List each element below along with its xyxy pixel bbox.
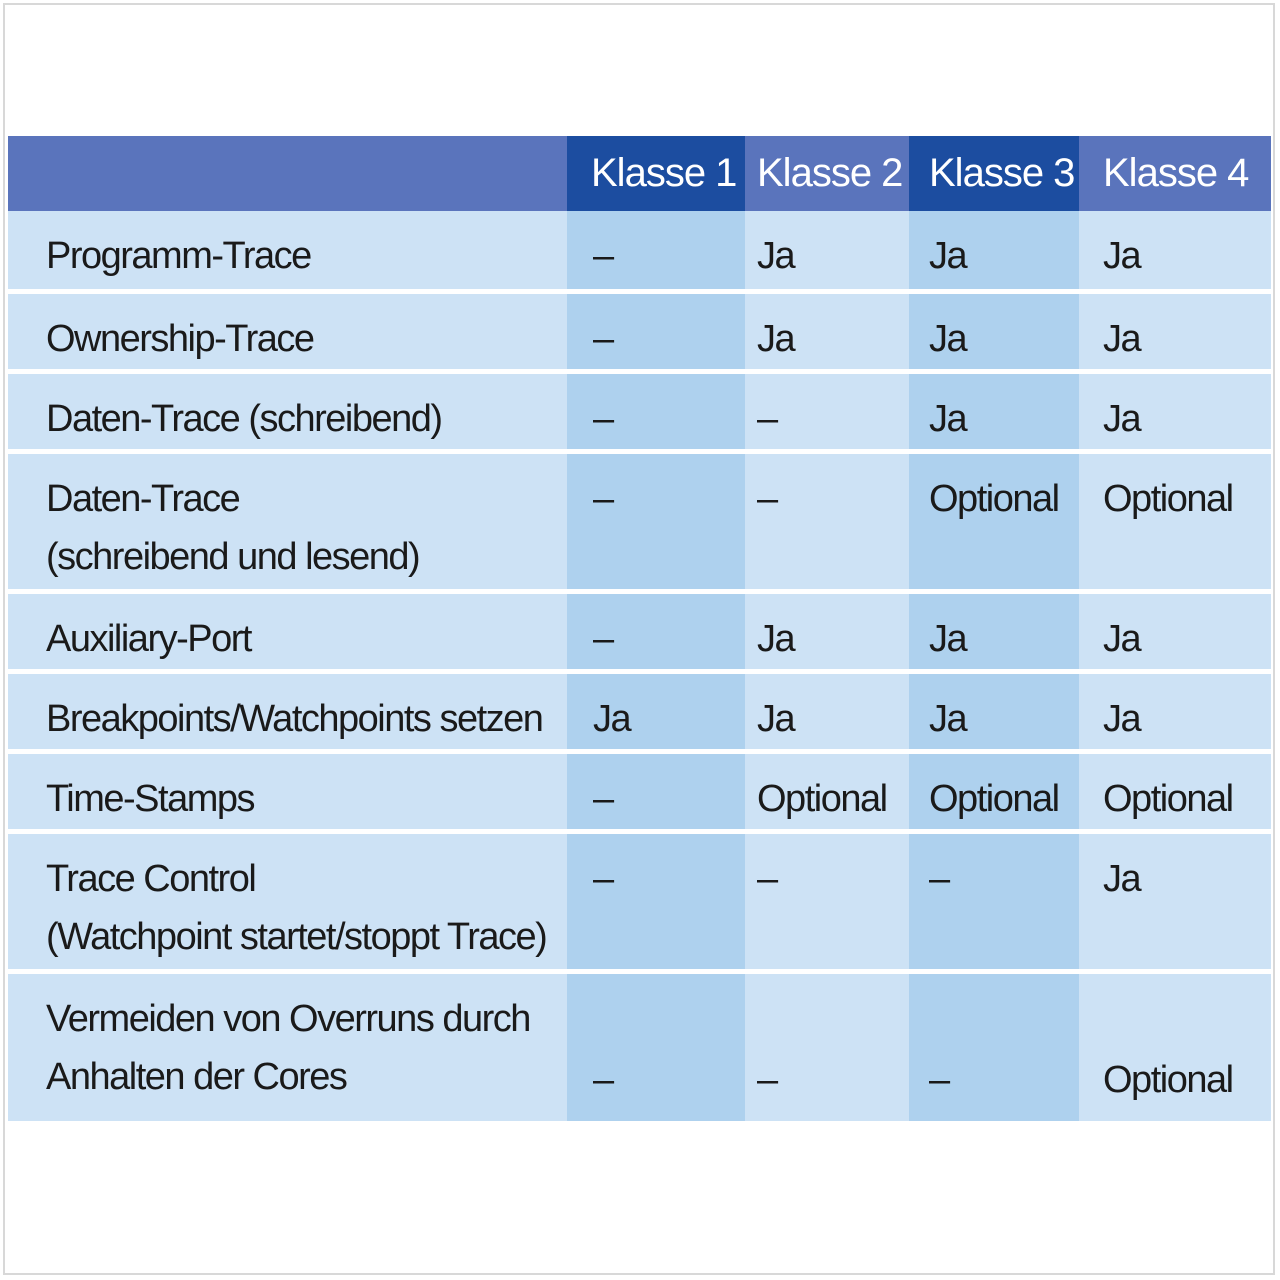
row-label-line: Programm-Trace	[46, 235, 311, 277]
row-label	[8, 751, 567, 831]
cell-klasse-2: Ja	[745, 211, 909, 291]
cell-klasse-4: Optional	[1079, 751, 1271, 831]
row-label	[8, 971, 567, 1121]
cell-klasse-4: Ja	[1079, 371, 1271, 451]
table-row	[8, 751, 1271, 831]
cell-klasse-4: Ja	[1079, 211, 1271, 291]
table-row	[8, 831, 1271, 971]
row-label-line: Daten-Trace (schreibend)	[46, 397, 442, 440]
row-label-line: Ownership-Trace	[46, 317, 314, 360]
header-klasse-1: Klasse 1	[567, 136, 745, 211]
table-row	[8, 291, 1271, 371]
row-label-line: (schreibend und lesend)	[46, 535, 420, 578]
cell-klasse-3: –	[909, 831, 1079, 971]
cell-klasse-3: Ja	[909, 371, 1079, 451]
header-klasse-3: Klasse 3	[909, 136, 1079, 211]
cell-klasse-2: –	[745, 971, 909, 1121]
class-comparison-table	[8, 136, 1271, 1121]
table-row	[8, 591, 1271, 671]
cell-klasse-1: –	[567, 371, 745, 451]
cell-klasse-1: –	[567, 831, 745, 971]
row-label-line: Auxiliary-Port	[46, 617, 251, 660]
cell-klasse-4: Ja	[1079, 831, 1271, 971]
row-label-line: Breakpoints/Watchpoints setzen	[46, 697, 543, 740]
cell-klasse-3: Optional	[909, 751, 1079, 831]
row-label	[8, 291, 567, 371]
cell-klasse-4: Ja	[1079, 671, 1271, 751]
header-klasse-4: Klasse 4	[1079, 136, 1271, 211]
table-row	[8, 451, 1271, 591]
table-row	[8, 971, 1271, 1121]
row-label-line: Time-Stamps	[46, 777, 255, 820]
cell-klasse-3: Ja	[909, 211, 1079, 291]
row-label	[8, 591, 567, 671]
cell-klasse-4: Ja	[1079, 291, 1271, 371]
cell-klasse-3: Optional	[909, 451, 1079, 591]
cell-klasse-2: –	[745, 831, 909, 971]
cell-klasse-3: –	[909, 971, 1079, 1121]
cell-klasse-1: –	[567, 971, 745, 1121]
cell-klasse-1: –	[567, 451, 745, 591]
row-label-line: Daten-Trace	[46, 477, 240, 520]
cell-klasse-2: Ja	[745, 591, 909, 671]
cell-klasse-1: –	[567, 211, 745, 291]
table-row	[8, 371, 1271, 451]
cell-klasse-3: Ja	[909, 291, 1079, 371]
row-label-line: Vermeiden von Overruns durch	[46, 997, 530, 1040]
row-label	[8, 371, 567, 451]
cell-klasse-1: –	[567, 591, 745, 671]
cell-klasse-2: Optional	[745, 751, 909, 831]
row-label-line: Anhalten der Cores	[46, 1055, 347, 1098]
table-row	[8, 211, 1271, 291]
row-label-line: Trace Control	[46, 857, 256, 900]
cell-klasse-1: –	[567, 751, 745, 831]
header-corner	[8, 136, 567, 211]
cell-klasse-1: Ja	[567, 671, 745, 751]
cell-klasse-2: Ja	[745, 291, 909, 371]
cell-klasse-3: Ja	[909, 671, 1079, 751]
row-label	[8, 451, 567, 591]
table-row	[8, 671, 1271, 751]
cell-klasse-4: Optional	[1079, 971, 1271, 1121]
row-label	[8, 211, 567, 291]
cell-klasse-3: Ja	[909, 591, 1079, 671]
cell-klasse-1: –	[567, 291, 745, 371]
cell-klasse-4: Ja	[1079, 591, 1271, 671]
cell-klasse-2: –	[745, 371, 909, 451]
cell-klasse-2: Ja	[745, 671, 909, 751]
row-label	[8, 671, 567, 751]
row-label-line: (Watchpoint startet/stoppt Trace)	[46, 915, 547, 958]
cell-klasse-4: Optional	[1079, 451, 1271, 591]
row-label	[8, 831, 567, 971]
header-klasse-2: Klasse 2	[745, 136, 909, 211]
cell-klasse-2: –	[745, 451, 909, 591]
header-row	[8, 136, 1271, 211]
